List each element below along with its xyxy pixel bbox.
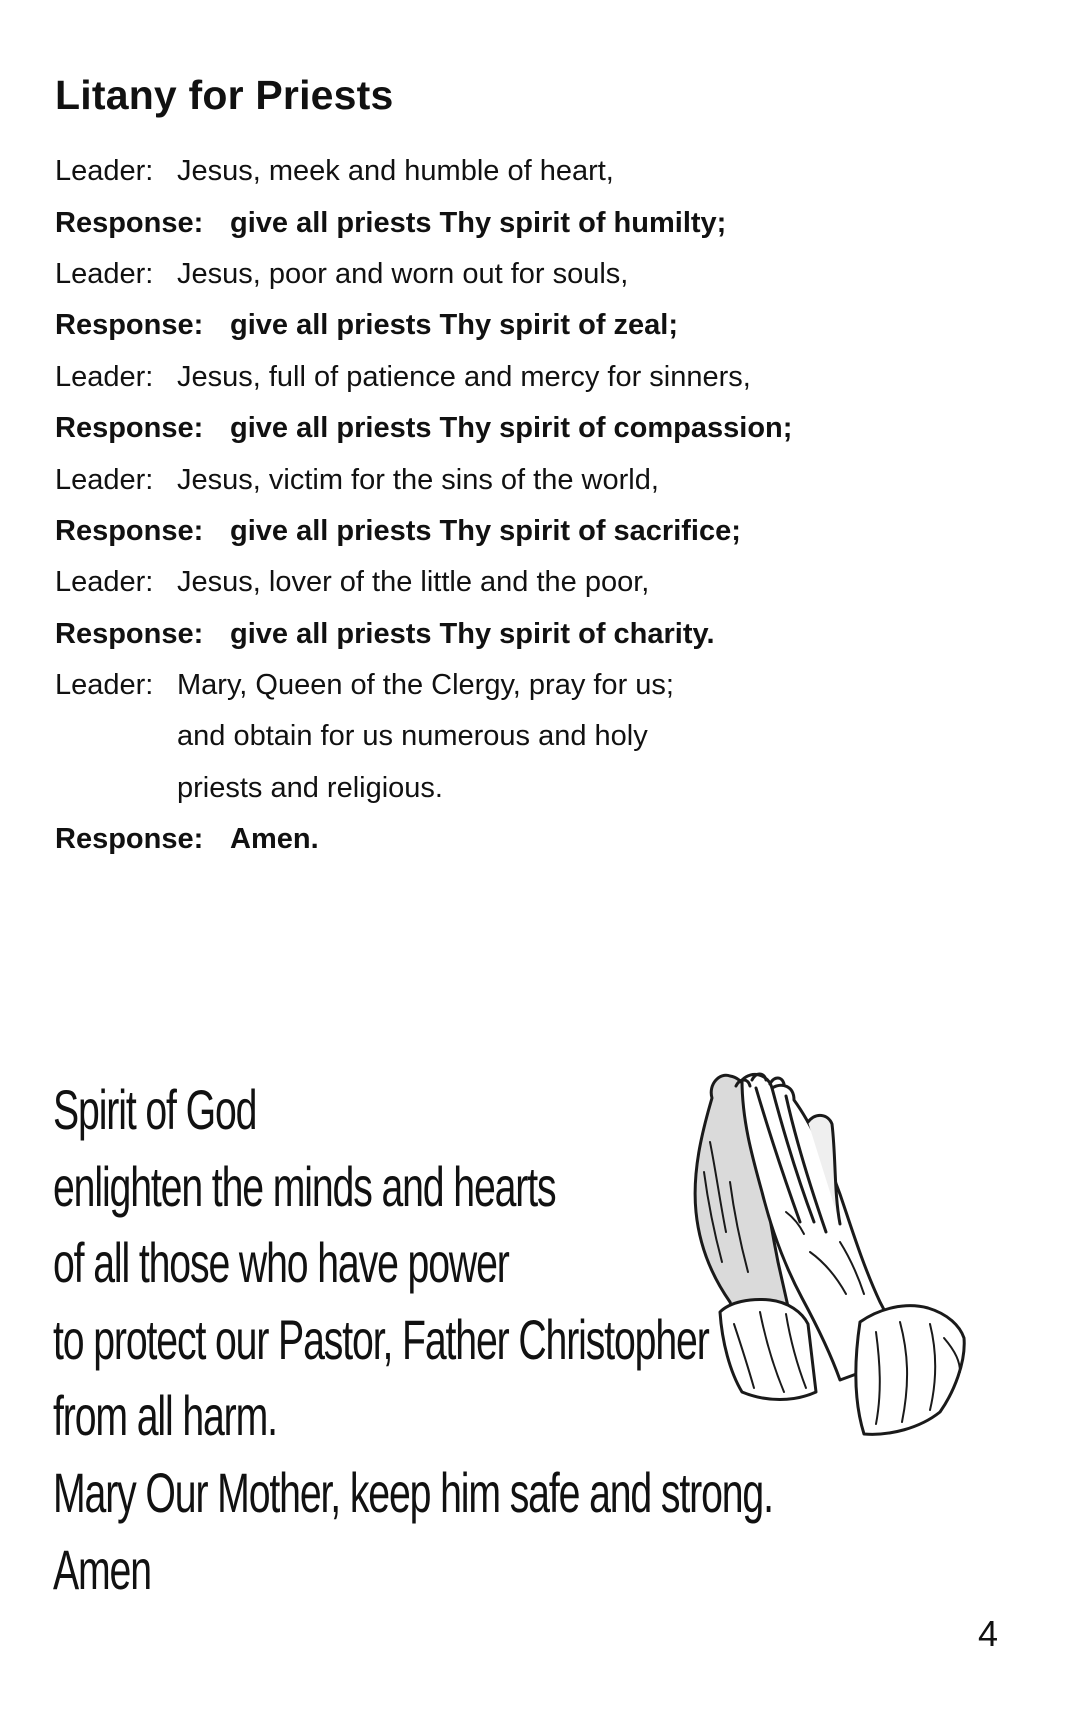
litany-line	[55, 146, 1055, 197]
litany-text: give all priests Thy spirit of charity.	[230, 617, 715, 650]
page-number: 4	[977, 1613, 998, 1654]
prayer-line: to protect our Pastor, Father Christopher	[53, 1307, 709, 1371]
praying-hands-icon	[690, 1062, 990, 1454]
prayer-line: Spirit of God	[53, 1078, 257, 1141]
speaker-label: Leader:	[55, 360, 154, 393]
litany-text: give all priests Thy spirit of humilty;	[230, 206, 727, 239]
speaker-label: Leader:	[55, 155, 154, 188]
speaker-label: Response:	[55, 206, 204, 239]
litany-text: Amen.	[230, 823, 319, 856]
litany	[55, 146, 1055, 865]
litany-line	[55, 660, 1055, 711]
speaker-label: Leader:	[55, 566, 154, 599]
litany-line	[55, 403, 1055, 454]
litany-text: Jesus, victim for the sins of the world,	[177, 463, 659, 496]
speaker-label: Response:	[55, 617, 204, 650]
speaker-label: Response:	[55, 823, 204, 856]
litany-line	[55, 300, 1055, 351]
prayer-for-pastor	[53, 1072, 773, 1608]
litany-text: Jesus, full of patience and mercy for sinners,	[177, 360, 751, 393]
litany-line	[55, 352, 1055, 403]
litany-text: give all priests Thy spirit of compassion;	[230, 412, 793, 445]
litany-text: Mary, Queen of the Clergy, pray for us;	[177, 669, 674, 702]
litany-line	[55, 197, 1055, 248]
litany-line	[55, 506, 1055, 557]
litany-text: give all priests Thy spirit of sacrifice;	[230, 514, 741, 547]
litany-text: priests and religious.	[177, 771, 443, 804]
speaker-label: Leader:	[55, 669, 154, 702]
prayer-line: from all harm.	[53, 1384, 277, 1448]
prayer-line: Mary Our Mother, keep him safe and strong.	[53, 1460, 773, 1524]
litany-text: Jesus, poor and worn out for souls,	[177, 257, 629, 290]
litany-line	[55, 249, 1055, 300]
prayer-line: enlighten the minds and hearts	[53, 1154, 556, 1218]
speaker-label: Leader:	[55, 257, 154, 290]
litany-text: give all priests Thy spirit of zeal;	[230, 309, 679, 342]
litany-continuation-line	[55, 711, 1055, 762]
litany-line	[55, 814, 1055, 865]
page-title: Litany for Priests	[55, 72, 394, 118]
litany-continuation-line	[55, 763, 1055, 814]
prayer-line: of all those who have power	[53, 1231, 509, 1295]
speaker-label: Response:	[55, 514, 204, 547]
litany-text: Jesus, meek and humble of heart,	[177, 155, 614, 188]
prayer-line: Amen	[53, 1537, 151, 1601]
speaker-label: Response:	[55, 309, 204, 342]
litany-line	[55, 454, 1055, 505]
litany-line	[55, 609, 1055, 660]
litany-text: Jesus, lover of the little and the poor,	[177, 566, 650, 599]
speaker-label: Response:	[55, 412, 204, 445]
litany-line	[55, 557, 1055, 608]
speaker-label: Leader:	[55, 463, 154, 496]
litany-text: and obtain for us numerous and holy	[177, 720, 648, 753]
